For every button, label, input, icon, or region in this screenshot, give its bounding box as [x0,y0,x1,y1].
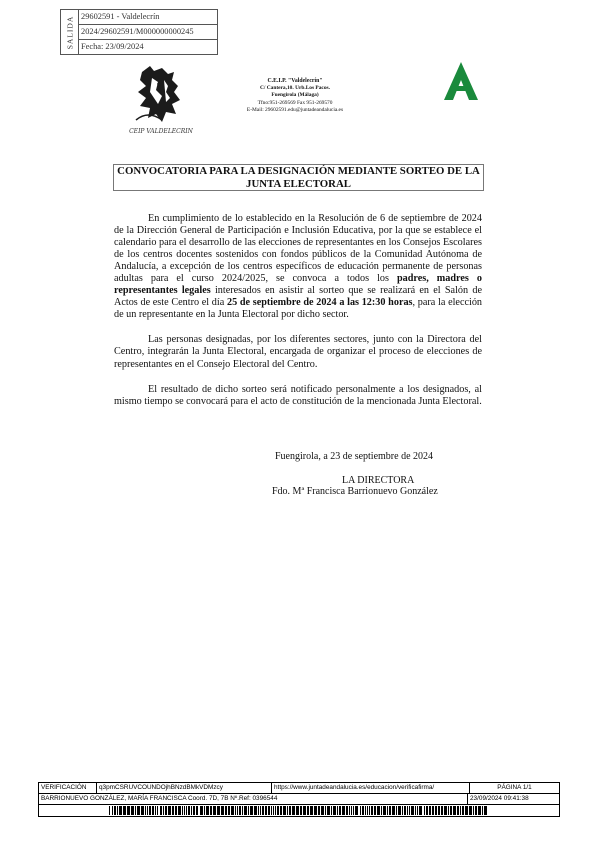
barcode-bar [275,806,276,815]
barcode-bar [178,806,181,815]
barcode-bar [441,806,443,815]
barcode-bar [262,806,264,815]
barcode-bar [258,806,259,815]
school-logo-caption: CEIP VALDELECRIN [129,128,193,135]
barcode-bar [337,806,338,815]
stamp-side-label [61,10,79,54]
barcode-bar [268,806,270,815]
paragraph-convocation [114,213,482,321]
horse-head-logo-icon [128,62,194,126]
school-city: Fuengirola (Málaga) [271,92,319,99]
barcode-bar [250,806,253,815]
barcode-bar [109,806,110,815]
barcode-bar [415,806,416,815]
barcode-bar [387,806,388,815]
barcode-bar [314,806,317,815]
barcode-bar [424,806,425,815]
barcode-bar [210,806,212,815]
barcode-bar [265,806,267,815]
barcode-bar [175,806,177,815]
barcode-bar [196,806,198,815]
barcode-bar [303,806,306,815]
barcode-bar [186,806,187,815]
page-number: PÁGINA 1/1 [497,784,532,791]
barcode-bar [396,806,397,815]
barcode-bar [206,806,209,815]
barcode-bar [355,806,358,815]
barcode-bar [184,806,185,815]
signature-name: Fdo. Mª Francisca Barrionuevo González [272,486,438,497]
barcode-bar [426,806,428,815]
barcode-bar [221,806,224,815]
barcode-bar [346,806,348,815]
barcode-bar [432,806,434,815]
barcode-bar [450,806,452,815]
barcode-bar [123,806,126,815]
barcode-bar [145,806,146,815]
barcode-bar [244,806,247,815]
barcode-bar [469,806,472,815]
barcode-bar [300,806,302,815]
barcode-bar [254,806,257,815]
barcode-bar [339,806,341,815]
barcode-bar [438,806,440,815]
barcode-bar [157,806,158,815]
barcode-icon [109,806,489,815]
barcode-bar [242,806,243,815]
barcode-bar [331,806,332,815]
barcode-bar [292,806,295,815]
barcode-bar [112,806,113,815]
barcode-bar [147,806,148,815]
barcode-bar [289,806,291,815]
signature-timestamp: 23/09/2024 09:41:38 [470,795,529,802]
barcode-bar [307,806,309,815]
verification-code: q3pmCSRUVCOUNDOjhBNzdBMkVDMzcy [97,783,272,793]
barcode-bar [429,806,431,815]
barcode-bar [127,806,130,815]
barcode-bar [371,806,373,815]
registration-stamp [60,9,218,55]
barcode-bar [342,806,345,815]
barcode-bar [369,806,370,815]
signer-info: BARRIONUEVO GONZÁLEZ, MARÍA FRANCISCA Coord. 7D, 7B Nº.Ref: 0396544 [39,794,468,804]
barcode-bar [444,806,447,815]
document-title: CONVOCATORIA PARA LA DESIGNACIÓN MEDIANTE SORTEO DE LA JUNTA ELECTORAL [113,164,484,191]
barcode-bar [200,806,203,815]
barcode-bar [374,806,376,815]
stamp-registry-number: 2024/29602591/M000000000245 [79,25,217,40]
barcode-bar [182,806,183,815]
barcode-bar [398,806,401,815]
barcode-bar [417,806,418,815]
paragraph-text: interesados en asistir al sorteo que se realizará en el Salón de Actos de este Centro el día [114,285,482,309]
stamp-date: Fecha: 23/09/2024 [81,42,144,51]
barcode-bar [231,806,234,815]
barcode-bar [419,806,422,815]
barcode-bar [482,806,483,815]
barcode-bar [383,806,386,815]
barcode-bar [310,806,313,815]
barcode-bar [318,806,320,815]
barcode-bar [333,806,336,815]
barcode-bar [484,806,487,815]
barcode-bar [155,806,156,815]
barcode-bar [271,806,272,815]
barcode-bar [248,806,249,815]
verification-footer [38,782,560,817]
barcode-bar [193,806,195,815]
barcode-bar [114,806,116,815]
barcode [39,805,559,816]
barcode-bar [381,806,382,815]
barcode-bar [460,806,461,815]
junta-andalucia-logo-icon [440,60,482,102]
school-address: C/ Cantera,10. Urb.Los Pacos. [260,85,330,92]
barcode-bar [191,806,192,815]
stamp-registry-center: 29602591 - Valdelecrín [79,10,217,25]
barcode-bar [457,806,459,815]
barcode-bar [362,806,364,815]
stamp-side-text: SALIDA [65,15,74,49]
barcode-bar [152,806,154,815]
signature-date: Fuengirola, a 23 de septiembre de 2024 [275,451,434,462]
barcode-bar [165,806,167,815]
barcode-bar [296,806,299,815]
barcode-bar [409,806,410,815]
barcode-bar [149,806,151,815]
barcode-bar [163,806,164,815]
barcode-bar [407,806,408,815]
barcode-bar [392,806,395,815]
barcode-bar [235,806,236,815]
barcode-bar [351,806,352,815]
barcode-bar [135,806,136,815]
barcode-bar [117,806,118,815]
barcode-bar [239,806,241,815]
barcode-bar [327,806,330,815]
document-body [114,213,482,421]
barcode-bar [448,806,449,815]
barcode-bar [411,806,414,815]
barcode-bar [475,806,477,815]
barcode-bar [168,806,171,815]
barcode-bar [321,806,324,815]
school-email: E-Mail: 29602591.edu@juntadeandalucia.es [246,106,344,113]
barcode-bar [478,806,481,815]
paragraph-text: , para la elección de un representante en la Junta Electoral por dicho sector. [114,297,483,321]
barcode-bar [404,806,406,815]
barcode-bar [260,806,261,815]
barcode-bar [367,806,368,815]
verification-url[interactable]: https://www.juntadeandalucia.es/educacion/verificafirma/ [272,783,470,793]
barcode-bar [217,806,220,815]
barcode-bar [462,806,464,815]
junta-logo [440,60,482,102]
school-phone: Tfno:951-269569 Fax 951-269570 [257,99,333,106]
barcode-bar [435,806,437,815]
barcode-bar [349,806,350,815]
barcode-bar [365,806,366,815]
barcode-bar [453,806,456,815]
barcode-bar [283,806,286,815]
paragraph-text: En cumplimiento de lo establecido en la Resolución de 6 de septiembre de 2024 de la Dirección General de Participación e Inclusión Educativa, por la que se establece el calendario para el desarrollo de las elecciones de representantes en los Consejos Escolares de los centros docentes sostenidos con fondos públicos de la Comunidad Autónoma de Andalucía, a excepción de los centros específicos de educación permanente de personas adultas para el curso 2024/2025, se convoca a todos los [114,213,482,285]
barcode-bar [160,806,162,815]
barcode-bar [473,806,474,815]
signature-role: LA DIRECTORA [342,475,415,486]
school-header [200,78,390,114]
highlighted-recipients: padres, madres o representantes legales [114,273,482,297]
barcode-bar [137,806,140,815]
barcode-bar [360,806,361,815]
paragraph-result: El resultado de dicho sorteo será notificado personalmente a los designados, al mismo tiempo se convocará para el acto de constitución de la mencionada Junta Electoral. [114,383,482,407]
barcode-bar [377,806,380,815]
barcode-bar [204,806,205,815]
barcode-bar [141,806,144,815]
barcode-bar [402,806,403,815]
highlighted-date-time: 25 de septiembre de 2024 a las 12:30 horas [226,297,413,309]
barcode-bar [277,806,279,815]
school-name: C.E.I.P. "Valdelecrín" [267,78,323,84]
barcode-bar [353,806,354,815]
barcode-bar [465,806,468,815]
barcode-bar [131,806,134,815]
barcode-bar [237,806,238,815]
barcode-bar [325,806,326,815]
barcode-bar [188,806,190,815]
barcode-bar [119,806,122,815]
barcode-bar [280,806,282,815]
barcode-bar [228,806,230,815]
paragraph-designated: Las personas designadas, por los diferentes sectores, junto con la Directora del Centro, integrarán la Junta Electoral, encargada de organizar el proceso de elecciones de representantes en el Consejo Electoral del Centro. [114,334,482,370]
barcode-bar [225,806,227,815]
barcode-bar [172,806,174,815]
barcode-bar [213,806,216,815]
school-logo [128,62,194,140]
barcode-bar [287,806,288,815]
verification-label: VERIFICACIÓN [39,783,97,793]
barcode-bar [389,806,391,815]
barcode-bar [273,806,274,815]
